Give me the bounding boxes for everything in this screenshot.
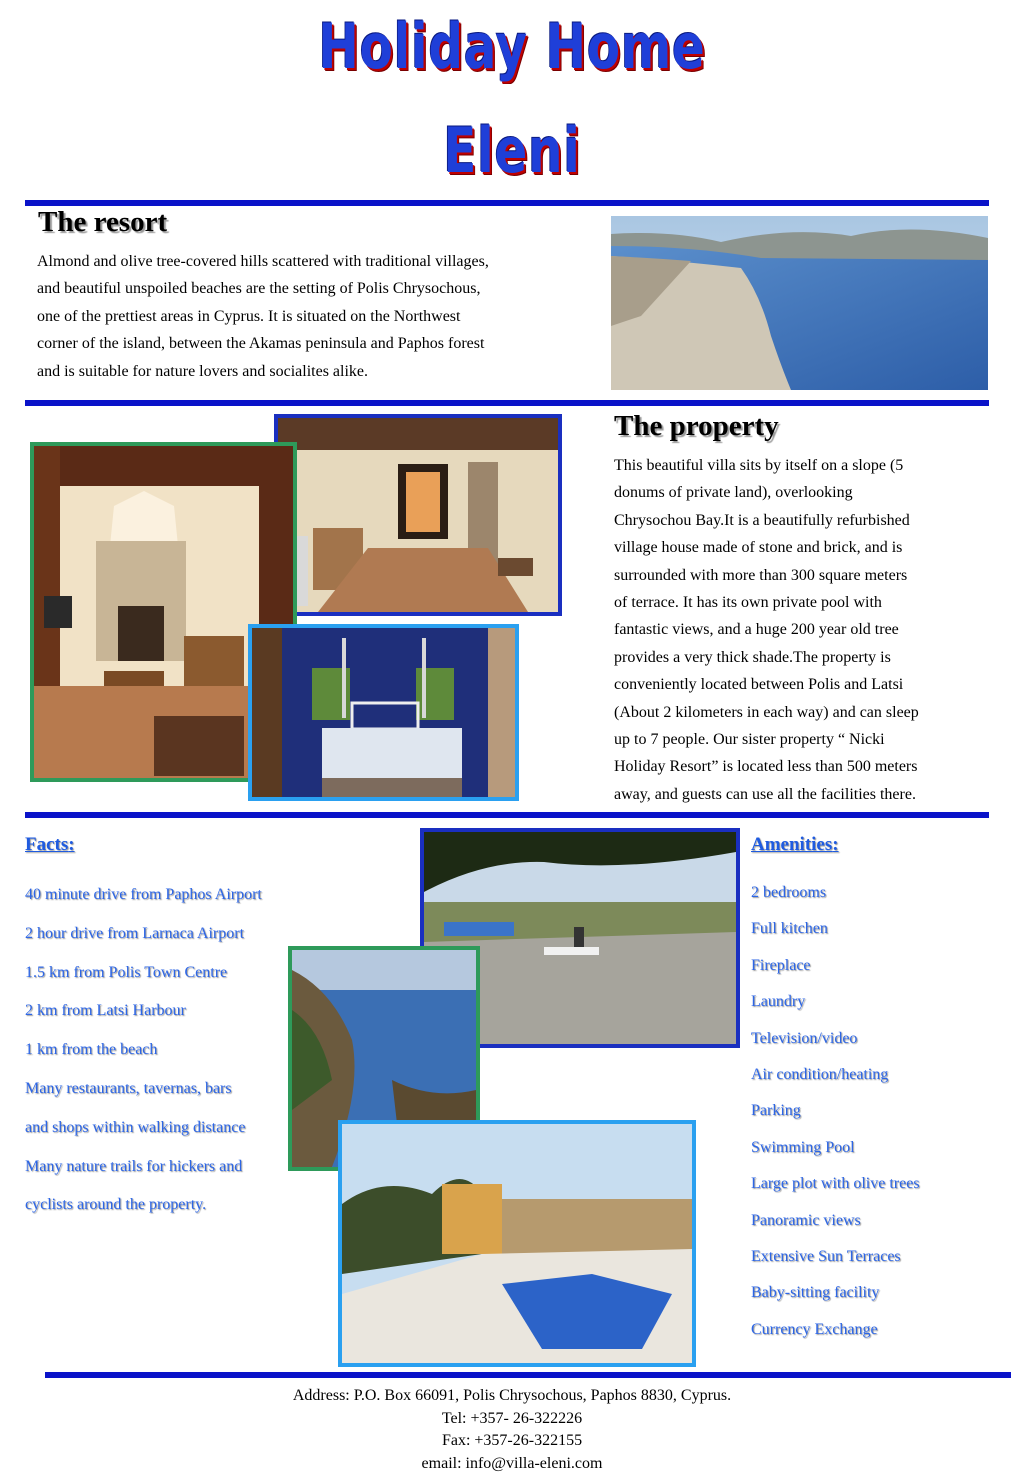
kitchen-photo [274,414,562,616]
amenities-list [751,875,920,1348]
fact-item: cyclists around the property. [25,1196,207,1214]
fact-item: 1.5 km from Polis Town Centre [25,963,228,981]
contact-footer [0,1385,1024,1475]
facts-list [25,876,262,1225]
bedroom-photo [248,624,519,801]
amenity-item: Full kitchen [751,920,828,938]
fact-item: 2 hour drive from Larnaca Airport [25,924,245,942]
amenity-item: 2 bedrooms [751,884,827,901]
amenity-item: Panoramic views [751,1211,861,1229]
footer-fax: Fax: +357-26-322155 [441,1432,583,1450]
footer-email[interactable]: email: info@villa-eleni.com [421,1454,603,1472]
property-text: This beautiful villa sits by itself on a slope (5 donums of private land), overlooking Chrysochou Bay.It is a beautifully refurbished village house made of stone and brick, and is surrounded with more than 300 square meters of terrace. It has its own private pool with fantastic views, and a huge 200 year old tree provides a very thick shade.The property is conveniently located between Polis and Latsi (About 2 kilometers in each way) and can sleep up to 7 people. Our sister property “ Nicki Holiday Resort” is located less than 500 meters away, and guests can use all the facilities there. [614,457,919,803]
fact-item: 40 minute drive from Paphos Airport [25,886,262,903]
amenity-item: Large plot with olive trees [751,1175,920,1193]
amenity-item: Extensive Sun Terraces [751,1248,901,1266]
amenity-item: Baby-sitting facility [751,1284,880,1302]
swimming-pool-photo [338,1120,696,1367]
facts-heading: Facts: [25,834,75,855]
fact-item: 1 km from the beach [25,1041,158,1059]
fact-item: 2 km from Latsi Harbour [25,1002,186,1020]
property-heading: The property [614,410,779,442]
divider-2 [25,400,989,406]
fact-item: Many restaurants, tavernas, bars [25,1079,232,1097]
footer-address: Address: P.O. Box 66091, Polis Chrysochous, Paphos 8830, Cyprus. [292,1387,732,1404]
amenity-item: Air condition/heating [751,1066,889,1084]
beach-photo [611,216,988,390]
amenity-item: Currency Exchange [751,1320,878,1338]
amenity-item: Parking [751,1102,801,1120]
divider-3 [25,812,989,818]
resort-heading: The resort [38,206,168,238]
fact-item: Many nature trails for hickers and [25,1157,243,1175]
amenity-item: Swimming Pool [751,1138,855,1156]
divider-4 [45,1372,1011,1378]
amenity-item: Television/video [751,1029,858,1047]
divider-1 [25,200,989,206]
page-title-line-1: Holiday Home [318,10,706,83]
amenity-item: Fireplace [751,956,811,974]
amenity-item: Laundry [751,993,806,1011]
fact-item: and shops within walking distance [25,1118,246,1136]
amenities-heading: Amenities: [751,834,839,855]
page-title-line-2: Eleni [443,114,581,187]
resort-text: Almond and olive tree-covered hills scattered with traditional villages, and beautiful unspoiled beaches are the setting of Polis Chrysochous, one of the prettiest areas in Cyprus. It is situated on the Northwest corner of the island, between the Akamas peninsula and Paphos forest and is suitable for nature lovers and socialites alike. [37,253,489,380]
footer-tel: Tel: +357- 26-322226 [441,1409,583,1427]
